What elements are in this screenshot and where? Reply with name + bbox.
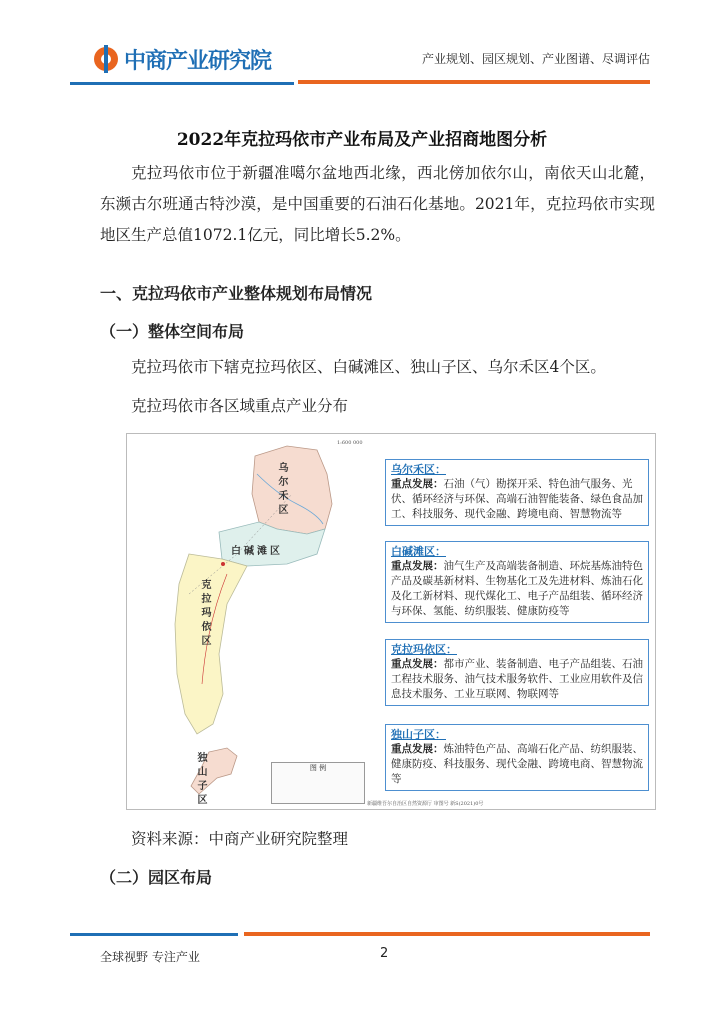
header-divider-orange	[298, 80, 650, 84]
footer-slogan: 全球视野 专注产业	[100, 950, 200, 964]
svg-text:1:600 000: 1:600 000	[337, 440, 363, 446]
district-box-baijiantan: 白碱滩区： 重点发展：油气生产及高端装备制造、环烷基炼油特色产品及碳基新材料、生物基化工及先进材料、炼油石化及化工新材料、现代煤化工、电子产品组装、循环经济与环保、氢能、纺织服装、健康防疫等	[385, 541, 649, 623]
section-heading-1: 一、克拉玛依市产业整体规划布局情况	[100, 284, 373, 303]
section-heading-1-2: （二）园区布局	[100, 868, 213, 887]
map-source-note: 新疆维吾尔自治区自然资源厅 审图号 新S(2021)0号	[367, 801, 484, 807]
figure-caption: 克拉玛依市各区域重点产业分布	[131, 397, 349, 415]
district-box-wuerhe: 乌尔禾区： 重点发展：石油（气）勘探开采、特色油气服务、光伏、循环经济与环保、高端石油智能装备、绿色食品加工、科技服务、现代金融、跨境电商、智慧物流等	[385, 459, 649, 526]
footer-divider-orange	[244, 932, 650, 936]
section-heading-1-1: （一）整体空间布局	[100, 322, 245, 341]
district-map-figure	[126, 433, 656, 810]
footer-divider-blue	[70, 933, 238, 936]
admin-division-text: 克拉玛依市下辖克拉玛依区、白碱滩区、独山子区、乌尔禾区4个区。	[131, 358, 606, 376]
company-logo	[94, 44, 271, 74]
page-title: 2022年克拉玛依市产业布局及产业招商地图分析	[176, 130, 548, 150]
map-label-wuerhe: 乌尔禾区	[276, 462, 287, 518]
district-box-dushanzi: 独山子区： 重点发展：炼油特色产品、高端石化产品、纺织服装、健康防疫、科技服务、现代金融、跨境电商、智慧物流等	[385, 724, 649, 791]
wuerhe-region	[252, 446, 332, 534]
intro-paragraph: 克拉玛依市位于新疆准噶尔盆地西北缘，西北傍加依尔山，南依天山北麓，东濒古尔班通古特沙漠，是中国重要的石油石化基地。2021年，克拉玛依市实现地区生产总值1072.1亿元，同比增长5.2%。	[100, 164, 655, 244]
page-number: 2	[380, 946, 389, 961]
district-box-kelamayi: 克拉玛依区： 重点发展：都市产业、装备制造、电子产品组装、石油工程技术服务、油气技术服务软件、工业应用软件及信息技术服务、工业互联网、物联网等	[385, 639, 649, 706]
map-legend: 图 例	[271, 762, 365, 804]
logo-text: 中商产业研究院	[124, 48, 272, 74]
city-marker	[221, 562, 225, 566]
header-divider-blue	[70, 82, 294, 85]
logo-icon	[94, 47, 118, 71]
header-tagline: 产业规划、园区规划、产业图谱、尽调评估	[421, 52, 650, 66]
map-label-baijiantan: 白碱滩区	[231, 546, 283, 557]
source-note: 资料来源：中商产业研究院整理	[131, 830, 349, 848]
map-label-dushanzi: 独山子区	[195, 752, 206, 808]
map-label-kelamayi: 克拉玛依区	[199, 579, 210, 649]
